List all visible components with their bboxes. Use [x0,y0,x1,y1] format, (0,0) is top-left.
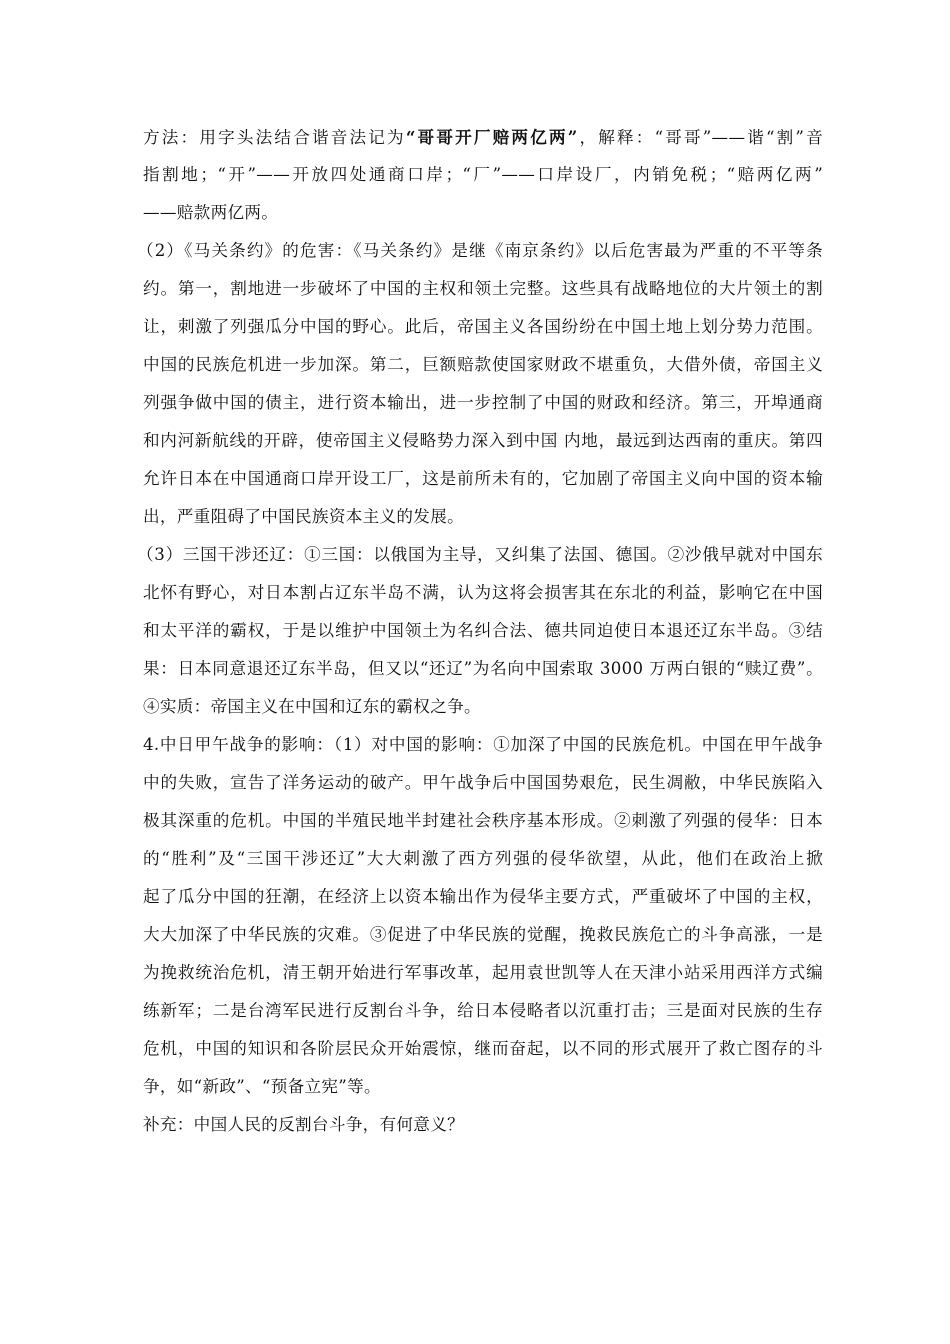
text-line: 指割地；“开”——开放四处通商口岸；“厂”——口岸设厂，内销免税；“赔两亿两” [143,165,823,184]
text-line: 中国的民族危机进一步加深。第二，巨额赔款使国家财政不堪重负，大借外债，帝国主义 [143,355,823,374]
text-line: 起了瓜分中国的狂潮，在经济上以资本输出作为侵华主要方式，严重破坏了中国的主权， [143,887,823,906]
text-line: 方法：用字头法结合谐音法记为“哥哥开厂赔两亿两”，解释：“哥哥”——谐“割”音 [143,127,823,147]
text-line: 危机，中国的知识和各阶层民众开始震惊，继而奋起，以不同的形式展开了救亡图存的斗 [143,1039,823,1058]
paragraph-heading-3: （3）三国干涉还辽：①三国：以俄国为主导，又纠集了法国、德国。②沙俄早就对中国东 [137,545,823,564]
text-line: 为挽救统治危机，清王朝开始进行军事改革，起用袁世凯等人在天津小站采用西洋方式编 [143,963,823,982]
text-line: 练新军；二是台湾军民进行反割台斗争，给日本侵略者以沉重打击；三是面对民族的生存 [143,1001,823,1020]
text-line: 大大加深了中华民族的灾难。③促进了中华民族的觉醒，挽救民族危亡的斗争高涨，一是 [143,925,823,944]
text-line: 让，刺激了列强瓜分中国的野心。此后，帝国主义各国纷纷在中国土地上划分势力范围。 [143,317,823,336]
text-line: 和内河新航线的开辟，使帝国主义侵略势力深入到中国 内地，最远到达西南的重庆。第四 [143,431,823,450]
text-line: 争，如“新政”、“预备立宪”等。 [143,1077,381,1096]
text-line: ——赔款两亿两。 [143,203,279,222]
text-line: ④实质：帝国主义在中国和辽东的霸权之争。 [143,697,481,716]
supplement-question: 补充：中国人民的反割台斗争，有何意义？ [143,1115,464,1134]
text-line: 出，严重阻碍了中国民族资本主义的发展。 [143,507,464,526]
text-line: 北怀有野心，对日本割占辽东半岛不满，认为这将会损害其在东北的利益，影响它在中国 [143,583,823,602]
text-line: 中的失败，宣告了洋务运动的破产。甲午战争后中国国势艰危，民生凋敝，中华民族陷入 [143,773,823,792]
document-page [137,118,823,1144]
text-line: 的“胜利”及“三国干涉还辽”大大刺激了西方列强的侵华欲望，从此，他们在政治上掀 [143,849,823,868]
paragraph-heading-2: （2）《马关条约》的危害：《马关条约》是继《南京条约》以后危害最为严重的不平等条 [137,241,823,260]
text-line: 极其深重的危机。中国的半殖民地半封建社会秩序基本形成。②刺激了列强的侵华：日本 [143,811,823,830]
text-line: 果：日本同意退还辽东半岛，但又以“还辽”为名向中国索取 3000 万两白银的“赎辽费”。 [143,659,823,678]
text-line: 列强争做中国的债主，进行资本输出，进一步控制了中国的财政和经济。第三，开埠通商 [143,393,823,412]
section-heading-4: 4.中日甲午战争的影响：（1）对中国的影响：①加深了中国的民族危机。中国在甲午战争 [143,735,823,754]
text-line: 允许日本在中国通商口岸开设工厂，这是前所未有的，它加剧了帝国主义向中国的资本输 [143,469,823,488]
text-line: 约。第一，割地进一步破坏了中国的主权和领土完整。这些具有战略地位的大片领土的割 [143,279,823,298]
text-line: 和太平洋的霸权，于是以维护中国领土为名纠合法、德共同迫使日本退还辽东半岛。③结 [143,621,823,640]
mnemonic-bold: “哥哥开厂赔两亿两” [405,127,578,147]
